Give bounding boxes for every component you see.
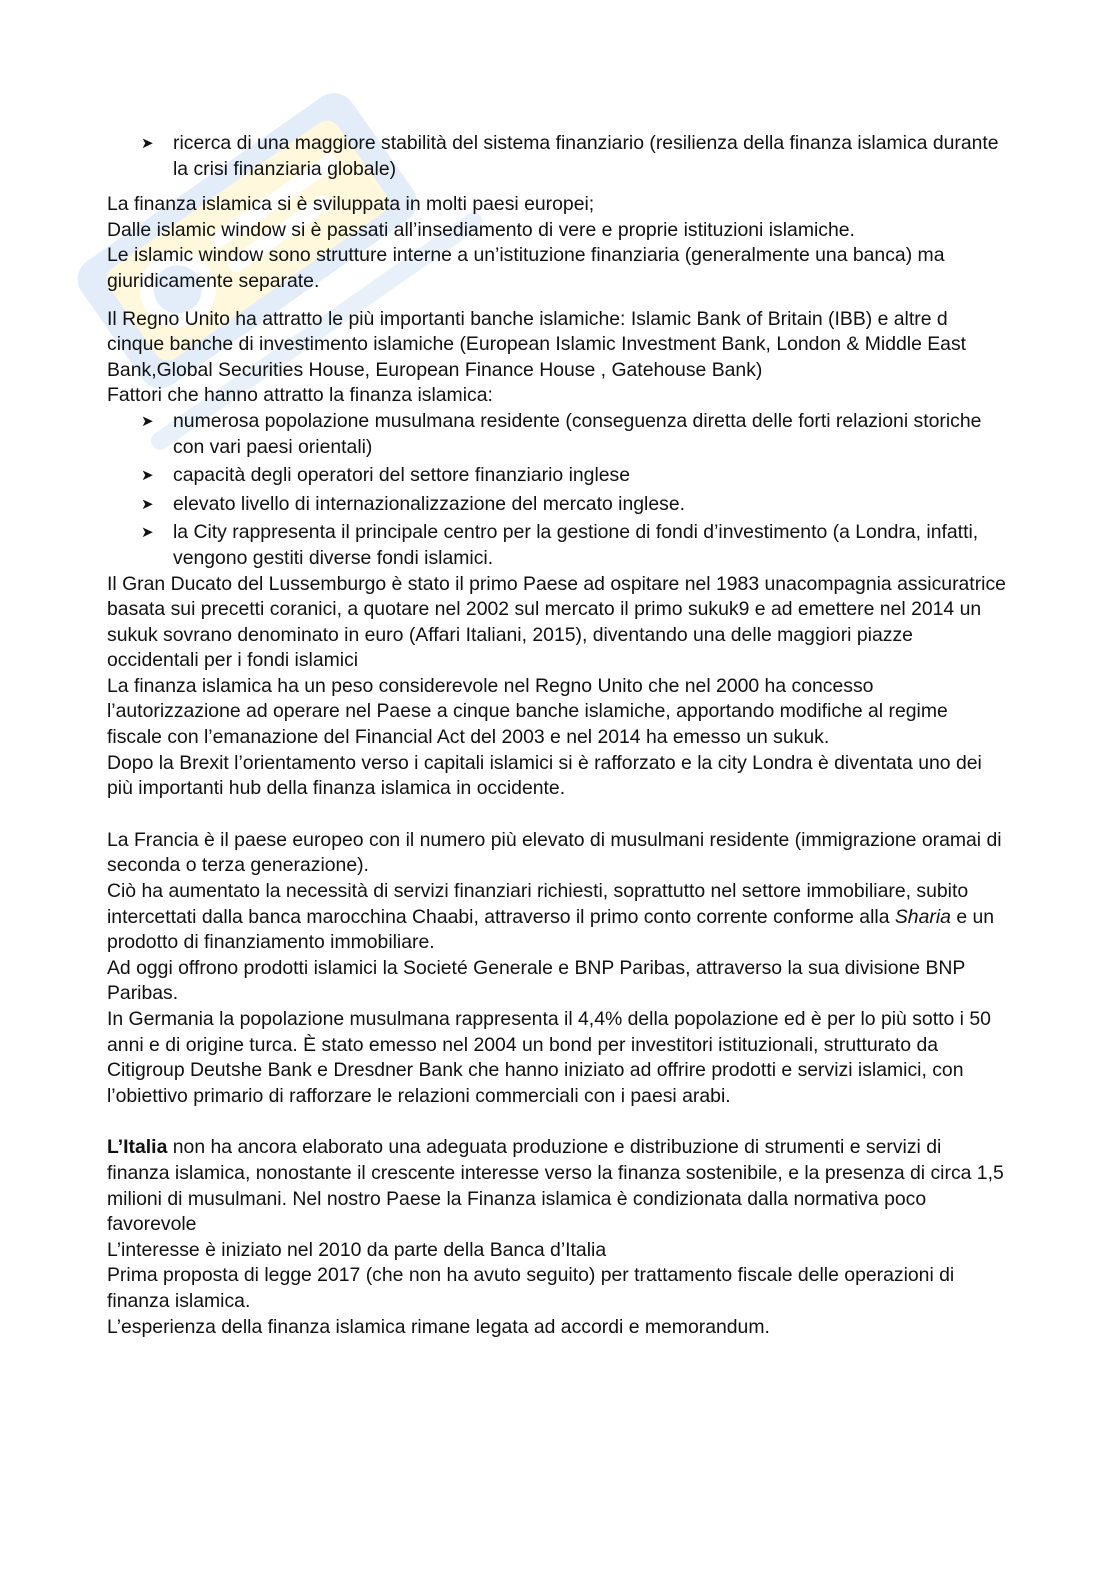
bullet-list-top <box>107 131 1007 182</box>
list-item-text: capacità degli operatori del settore finanziario inglese <box>173 464 631 487</box>
paragraph-bank-of-italy: L’interesse è iniziato nel 2010 da parte della Banca d’Italia <box>107 1238 607 1261</box>
paragraph-memorandum: L’esperienza della finanza islamica rimane legata ad accordi e memorandum. <box>107 1315 770 1338</box>
arrowhead-bullet-icon: ➤ <box>141 467 154 485</box>
arrowhead-bullet-icon: ➤ <box>141 524 154 542</box>
paragraph: La finanza islamica si è sviluppata in molti paesi europei; <box>107 193 595 216</box>
paragraph-germany: In Germania la popolazione musulmana rappresenta il 4,4% della popolazione ed è per lo più sotto i 50 anni e di origine turca. È stato emesso nel 2004 un bond per investitori istituzionali, strutturato da Citigroup Deutshe Bank e Dresdner Bank che hanno iniziato ad offrire prodotti e servizi islamici, con l’obiettivo primario di rafforzare le relazioni commerciali con i paesi arabi. <box>107 1008 991 1107</box>
paragraph-chaabi: Ciò ha aumentato la necessità di servizi finanziari richiesti, soprattutto nel settore immobiliare, subito intercettati dalla banca marocchina Chaabi, attraverso il primo conto corrente conforme alla Sharia e un prodotto di finanziamento immobiliare. <box>107 880 995 954</box>
list-item-text: ricerca di una maggiore stabilità del sistema finanziario (resilienza della finanza islamica durante la crisi finanziaria globale) <box>173 132 999 180</box>
paragraph-italy: L’Italia non ha ancora elaborato una adeguata produzione e distribuzione di strumenti e servizi di finanza islamica, nonostante il crescente interesse verso la finanza sostenibile, e la presenza di circa 1,5 milioni di musulmani. Nel nostro Paese la Finanza islamica è condizionata dalla normativa poco favorevole <box>107 1136 1004 1236</box>
arrowhead-bullet-icon: ➤ <box>141 495 154 513</box>
list-item-text: elevato livello di internazionalizzazione del mercato inglese. <box>173 492 685 515</box>
factors-list <box>107 409 1007 572</box>
paragraph-uk-weight: La finanza islamica ha un peso considerevole nel Regno Unito che nel 2000 ha concesso l’autorizzazione ad operare nel Paese a cinque banche islamiche, apportando modifiche al regime fiscale con l’emanazione del Financial Act del 2003 e nel 2014 ha emesso un sukuk. <box>107 674 948 749</box>
arrowhead-bullet-icon: ➤ <box>141 412 154 430</box>
document-body <box>107 131 1007 1340</box>
paragraph-luxembourg: Il Gran Ducato del Lussemburgo è stato il primo Paese ad ospitare nel 1983 unacompagnia assicuratrice basata sui precetti coranici, a quotare nel 2002 sul mercato il primo sukuk9 e ad emettere nel 2014 un sukuk sovrano denominato in euro (Affari Italiani, 2015), diventando una delle maggiori piazze occidentali per i fondi islamici <box>107 572 1006 672</box>
list-item <box>107 409 1007 460</box>
list-item <box>107 520 1007 571</box>
paragraph: Le islamic window sono strutture interne a un’istituzione finanziaria (generalmente una banca) ma giuridicamente separate. <box>107 244 945 292</box>
paragraph-france: La Francia è il paese europeo con il numero più elevato di musulmani residente (immigrazione oramai di seconda o terza generazione). <box>107 828 1002 877</box>
sharia-term: Sharia <box>894 905 951 928</box>
paragraph-societe-generale: Ad oggi offrono prodotti islamici la Societé Generale e BNP Paribas, attraverso la sua divisione BNP Paribas. <box>107 956 965 1005</box>
list-item-text: numerosa popolazione musulmana residente (conseguenza diretta delle forti relazioni storiche con vari paesi orientali) <box>173 409 982 458</box>
list-item-text: la City rappresenta il principale centro per la gestione di fondi d’investimento (a Londra, infatti, vengono gestiti diverse fondi islamici. <box>173 521 979 569</box>
paragraph-law-proposal: Prima proposta di legge 2017 (che non ha avuto seguito) per trattamento fiscale delle operazioni di finanza islamica. <box>107 1264 955 1312</box>
factors-intro: Fattori che hanno attratto la finanza islamica: <box>107 384 493 407</box>
list-item <box>107 131 1007 182</box>
list-item <box>107 463 1007 489</box>
arrowhead-bullet-icon: ➤ <box>141 135 154 152</box>
paragraph-uk-banks: Il Regno Unito ha attratto le più importanti banche islamiche: Islamic Bank of Britain (IBB) e altre d cinque banche di investimento islamiche (European Islamic Investment Bank, London & Middle East Bank,Global Securities House, European Finance House , Gatehouse Bank) <box>107 307 967 381</box>
paragraph-brexit: Dopo la Brexit l’orientamento verso i capitali islamici si è rafforzato e la city Londra è diventata uno dei più importanti hub della finanza islamica in occidente. <box>107 751 982 800</box>
list-item <box>107 492 1007 518</box>
italy-heading: L’Italia <box>107 1136 168 1159</box>
paragraph: Dalle islamic window si è passati all’insediamento di vere e proprie istituzioni islamiche. <box>107 218 855 241</box>
